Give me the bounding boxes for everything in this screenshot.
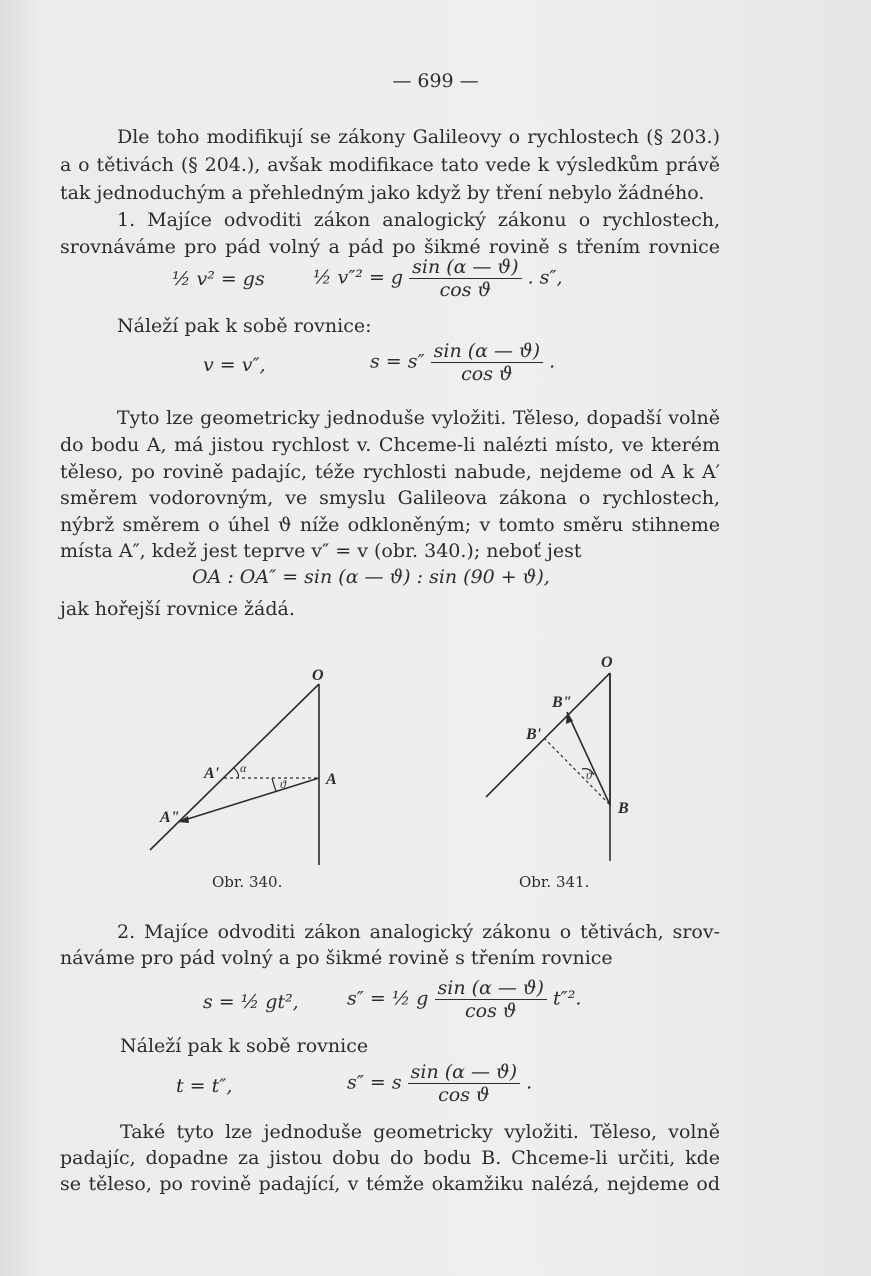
text-line: padajíc, dopadne za jistou dobu do bodu B. Chceme-li určiti, kde <box>60 1147 720 1169</box>
equation-1-right <box>313 256 563 301</box>
denominator: cos ϑ <box>465 1000 517 1022</box>
equation-4-right <box>347 977 581 1022</box>
label-B-prime: B' <box>526 726 542 743</box>
numerator: sin (α — ϑ) <box>431 340 543 363</box>
label-alpha: α <box>240 761 247 775</box>
label-B-double-prime: B" <box>552 694 572 711</box>
dashed-line <box>544 738 610 805</box>
caption-fig-341: Obr. 341. <box>519 873 590 891</box>
label-B: B <box>618 800 629 817</box>
label-O: O <box>312 667 324 684</box>
eq-prefix: ½ v″² = g <box>313 266 404 289</box>
text-line: 1. Majíce odvoditi zákon analogický zákonu o rychlostech, <box>117 209 720 231</box>
text-line: Dle toho modifikují se zákony Galileovy o rychlostech (§ 203.) <box>117 126 720 148</box>
page-number: — 699 — <box>392 70 479 92</box>
label-O: O <box>601 654 613 671</box>
eq-suffix: t″². <box>552 987 582 1010</box>
fraction <box>431 340 543 385</box>
label-A-prime: A' <box>204 765 220 782</box>
label-A: A <box>326 771 337 788</box>
equation-3: OA : OA″ = sin (α — ϑ) : sin (90 + ϑ), <box>192 566 550 588</box>
alpha-arc <box>234 768 239 778</box>
numerator: sin (α — ϑ) <box>409 256 521 279</box>
equation-1-left: ½ v² = gs <box>172 268 265 290</box>
denominator: cos ϑ <box>438 1084 490 1106</box>
equation-4-left: s = ½ gt², <box>203 991 299 1013</box>
label-theta: ϑ <box>586 768 592 782</box>
text-line: tak jednoduchým a přehledným jako když by tření nebylo žádného. <box>60 182 705 204</box>
numerator: sin (α — ϑ) <box>408 1061 520 1084</box>
text-line: Náleží pak k sobě rovnice <box>120 1035 369 1057</box>
eq-suffix: . <box>526 1071 533 1094</box>
label-A-double-prime: A" <box>160 809 180 826</box>
eq-prefix: s = s″ <box>370 350 425 373</box>
deflected-line <box>178 778 319 822</box>
equation-2-left: v = v″, <box>203 354 266 376</box>
text-line: Také tyto lze jednoduše geometricky vyložiti. Těleso, volně <box>120 1121 720 1143</box>
text-line: směrem vodorovným, ve smyslu Galileova zákona o rychlostech, <box>60 487 720 509</box>
text-line: jak hořejší rovnice žádá. <box>60 598 295 620</box>
eq-prefix: s″ = s <box>347 1071 402 1094</box>
equation-5-left: t = t″, <box>176 1075 233 1097</box>
eq-suffix: . s″, <box>527 266 563 289</box>
text-line: nýbrž směrem o úhel ϑ níže odkloněným; v tomto směru stihneme <box>60 514 720 536</box>
equation-5-right <box>347 1061 532 1106</box>
theta-arc <box>272 778 276 791</box>
text-line: srovnáváme pro pád volný a pád po šikmé rovině s třením rovnice <box>60 236 720 258</box>
text-line: se těleso, po rovině padající, v témže okamžiku nalézá, nejdeme od <box>60 1173 720 1195</box>
eq-prefix: s″ = ½ g <box>347 987 429 1010</box>
label-theta: ϑ <box>280 777 286 791</box>
text-line: místa A″, kdež jest teprve v″ = v (obr. 340.); neboť jest <box>60 540 582 562</box>
denominator: cos ϑ <box>461 363 513 385</box>
text-line: těleso, po rovině padajíc, téže rychlosti nabude, nejdeme od A k A′ <box>60 461 720 483</box>
text-line: 2. Majíce odvoditi zákon analogický zákonu o tětivách, srov- <box>117 921 720 943</box>
equation-2-right <box>370 340 555 385</box>
fraction <box>408 1061 520 1106</box>
text-line: Náleží pak k sobě rovnice: <box>117 315 372 337</box>
figure-341 <box>470 645 670 865</box>
text-line: do bodu A, má jistou rychlost v. Chceme-li nalézti místo, ve kterém <box>60 434 720 456</box>
fraction <box>409 256 521 301</box>
eq-suffix: . <box>549 350 556 373</box>
numerator: sin (α — ϑ) <box>435 977 547 1000</box>
text-line: Tyto lze geometricky jednoduše vyložiti. Těleso, dopadší volně <box>117 407 720 429</box>
fraction <box>435 977 547 1022</box>
text-line: náváme pro pád volný a po šikmé rovině s třením rovnice <box>60 947 613 969</box>
deflected-line <box>567 712 610 805</box>
caption-fig-340: Obr. 340. <box>212 873 283 891</box>
denominator: cos ϑ <box>439 279 492 301</box>
figure-340 <box>140 650 370 870</box>
text-line: a o tětivách (§ 204.), avšak modifikace tato vede k výsledkům právě <box>60 154 720 176</box>
